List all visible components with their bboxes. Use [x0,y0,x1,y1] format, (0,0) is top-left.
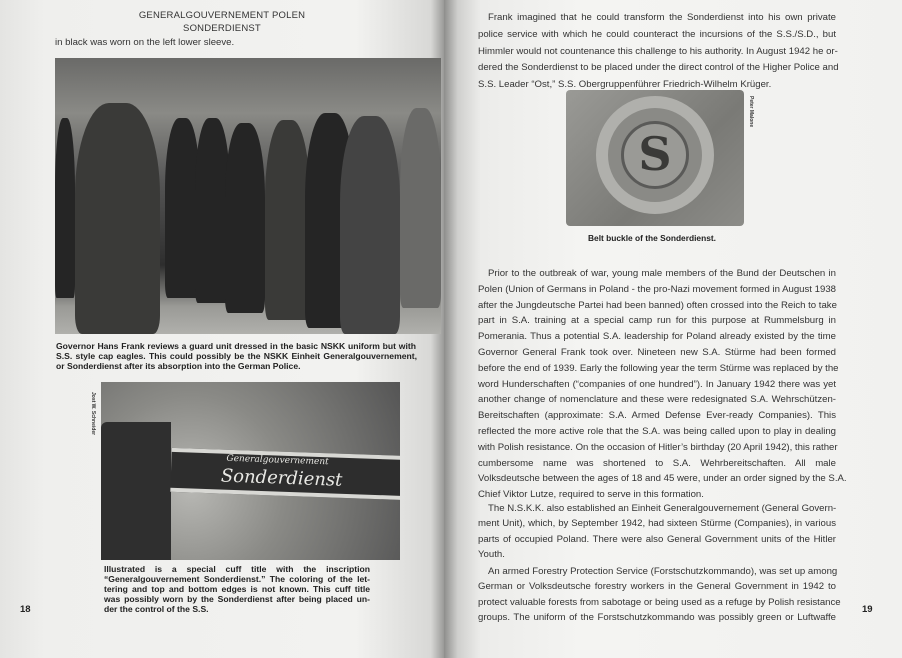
photo-governor-review [55,58,441,334]
text-line: Polen (Union of Germans in Poland - the pro-Nazi movement formed in August 1938 [478,283,836,295]
text-line: another change of nomenclature and these were redesignated S.A. Wehrschützen- [478,394,836,406]
text-line: Frank imagined that he could transform the Sonderdienst into his own private [488,12,836,23]
photo-credit: Jost W. Schneider [90,392,96,436]
continued-text: in black was worn on the left lower sleeve. [55,37,235,48]
caption-line: or Sonderdienst after its absorption into the German Police. [56,361,301,371]
text-line: before the end of 1939. Early the following year the term Stürme was replaced by the [478,362,839,374]
caption-line: der the control of the S.S. [104,604,209,614]
page-number: 19 [862,604,873,615]
text-line: word Hunderschaften (“companies of one hundred”). In January 1942 there was yet [478,378,836,390]
buckle-caption: Belt buckle of the Sonderdienst. [588,233,716,243]
text-line: Prior to the outbreak of war, young male members of the Bund der Deutschen in [488,268,836,279]
text-line: protect valuable forests from sabotage or being used as a refuge by Polish resistance [478,596,841,608]
photo-belt-buckle [566,90,744,226]
text-line: after the Jungdeutsche Partei had been banned) often crossed into the Reich to take [478,299,837,311]
right-page [444,0,902,658]
text-line: part in S.A. training at a special camp run for this purpose at Rummelsburg in [478,315,836,327]
text-line: An armed Forestry Protection Service (Forstschutzkommando), was set up among [488,566,838,577]
text-line: dered the Sonderdienst to be placed under the direct control of the Higher Police and [478,62,839,74]
running-head: GENERALGOUVERNEMENT POLEN [138,10,306,21]
caption-line: “Generalgouvernement Sonderdienst.” The coloring of the let- [104,574,370,584]
page-number: 18 [20,604,31,615]
s-emblem-icon: S [621,121,689,189]
text-line: S.S. Leader “Ost,” S.S. Obergruppenführer Friedrich-Wilhelm Krüger. [478,79,772,91]
caption-line: was possibly worn by the Sonderdienst after being placed un- [104,594,370,604]
text-line: Himmler would not countenance this challenge to his authority. In August 1942 he or- [478,45,838,57]
text-line: with Polish resistance. On the occasion of Hitler’s birthday (20 April 1942), this rather [478,441,838,453]
caption-line: S.S. style cap eagles. This could possibly be the NSKK Einheit Generalgouvernement, [56,351,417,361]
caption-line: tering and top and bottom edges is not known. This cuff title [104,584,370,594]
cuff-title-band [170,448,400,500]
photo-cuff-title [101,382,400,560]
cuff-title-line: Generalgouvernement [226,453,329,468]
text-line: Pomerania. Thus a potential S.A. leadership for Poland already existed by the time [478,331,836,343]
text-line: Governor General Frank took over. Nineteen new S.A. Stürme had been formed [478,347,836,358]
left-page [0,0,444,658]
text-line: German or Volksdeutsche forestry workers in the General Government in 1942 to [478,581,836,593]
cuff-title-line: Sonderdienst [220,465,343,491]
photo-credit: Peter Malone [748,96,754,128]
text-line: groups. The uniform of the Forstschutzkommando was possibly green or Luftwaffe [478,611,836,623]
text-line: parts of occupied Poland. There were also General Government units of the Hitler [478,533,836,545]
caption-line: Governor Hans Frank reviews a guard unit dressed in the basic NSKK uniform but with [56,341,416,351]
text-line: ment Unit), which, by September 1942, had sixteen Stürme (Companies), in various [478,518,836,530]
text-line: Volksdeutsche between the ages of 18 and 45 were, under an order signed by the S.A. [478,473,847,485]
text-line: police service with which he could counteract the incursions of the S.S./S.D., but [478,28,836,40]
text-line: The N.S.K.K. also established an Einheit Generalgouvernement (General Govern- [488,503,837,514]
text-line: cumbersome name was shortened to S.A. Wehrbereitschaften. All male [478,457,836,469]
text-line: Youth. [478,548,505,560]
text-line: Bereitschaften (approximate: S.A. Armed Defense Ever-ready Companies). This [478,410,836,422]
caption-line: Illustrated is a special cuff title with the inscription [104,564,370,574]
text-line: Chief Viktor Lutze, required to serve in this formation. [478,489,704,501]
text-line: reflected the more active role that the S.A. was being called upon to play in dealing [478,426,836,437]
running-head-sub: SONDERDIENST [183,23,261,34]
